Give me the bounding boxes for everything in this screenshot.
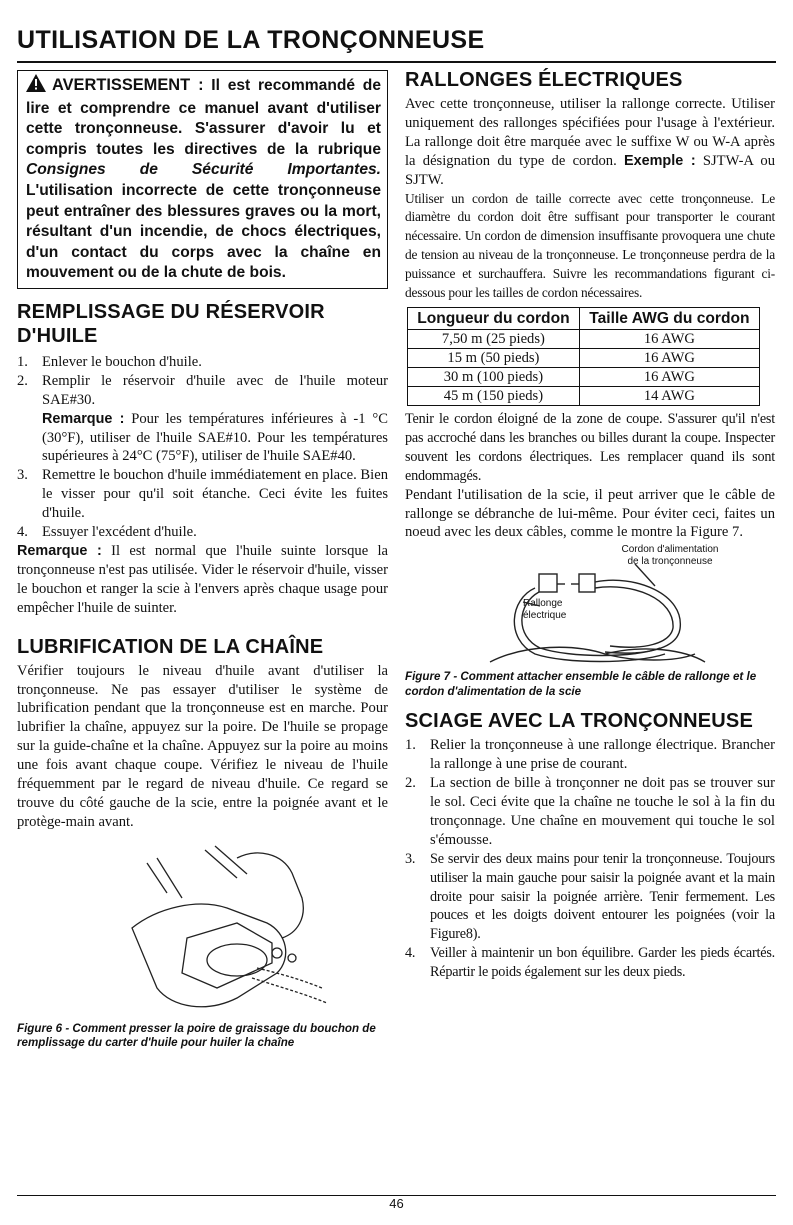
cutting-steps <box>405 736 775 982</box>
step-text: Remettre le bouchon d'huile immédiatement en place. Bien le visser pour qu'il soit étanche. Ceci évite les fuites d'huile. <box>42 467 388 522</box>
step-number: 2. <box>17 372 28 389</box>
knot-text: Pendant l'utilisation de la scie, il peut arriver que le câble de rallonge se débranche de lui-même. Pour éviter ceci, faites un noeud avec les deux câbles, comme le montre la Figure 7. <box>405 486 775 541</box>
figure-6-caption: Figure 6 - Comment presser la poire de graissage du bouchon de remplissage du carter d'huile pour huiler la chaîne <box>17 1021 376 1050</box>
page-title: UTILISATION DE LA TRONÇONNEUSE <box>17 26 485 54</box>
example-label: Exemple : <box>624 152 696 169</box>
oil-steps <box>17 353 388 542</box>
step-number: 3. <box>17 467 28 484</box>
figure-7-illustration <box>405 544 775 668</box>
table-header-length: Longueur du cordon <box>408 307 580 329</box>
table-row <box>408 348 760 367</box>
table-row <box>408 329 760 348</box>
step-number: 2. <box>405 775 416 792</box>
step-number: 3. <box>405 850 416 867</box>
extension-text <box>405 95 775 190</box>
warning-italic-text: Consignes de Sécurité Importantes. <box>26 161 381 179</box>
step-text: Essuyer l'excédent d'huile. <box>42 524 197 541</box>
step-text: Veiller à maintenir un bon équilibre. Garder les pieds écartés. Répartir le poids également sur les deux pieds. <box>430 945 775 981</box>
warning-text-continued: L'utilisation incorrecte de cette tronçonneuse peut entraîner des blessures graves ou la mort, résultant d'un incendie, de chocs électriques, d'un contact du corps avec la chaîne en mouvement ou de la chute de bois. <box>26 181 381 282</box>
remark-text: Pour les températures inférieures à -1 °C (30°F), utiliser de l'huile SAE#10. Pour les températures supérieures à 24°C (75°F), utiliser de l'huile SAE#40. <box>42 410 389 465</box>
table-row <box>408 386 760 405</box>
remark-label: Remarque : <box>42 410 125 427</box>
cord-care-text: Tenir le cordon éloigné de la zone de coupe. S'assurer qu'il n'est pas accroché dans les branches ou billes durant la coupe. Inspecter souvent les cordons électriques. Les remplacer quand ils sont endommagés. <box>405 410 775 484</box>
table-cell: 16 AWG <box>579 367 759 386</box>
figure-7-caption: Figure 7 - Comment attacher ensemble le câble de rallonge et le cordon d'alimentation de la scie <box>405 670 757 698</box>
oil-note <box>17 542 388 618</box>
list-item <box>405 850 775 945</box>
list-item <box>405 944 775 982</box>
step-number: 4. <box>17 524 28 541</box>
lubrication-heading: LUBRIFICATION DE LA CHAÎNE <box>17 635 324 658</box>
table-cell: 15 m (50 pieds) <box>408 348 580 367</box>
lubrication-text: Vérifier toujours le niveau d'huile avant d'utiliser la tronçonneuse. Ne pas essayer d'utiliser le système de lubrification pendant que la tronçonneuse est en marche. Pour lubrifier la chaîne, appuyez sur la poire. De l'huile se propage sur la guide-chaîne et la chaîne. Appuyez sur la poire au moins une fois avant chaque coupe. Vérifiez le niveau de l'huile fréquemment par le regard de niveau d'huile. Ce regard se trouve du côté gauche de la scie, entre la poignée avant et le protège-main avant. <box>17 662 388 830</box>
oil-heading: REMPLISSAGE DU RÉSERVOIR D'HUILE <box>17 300 325 347</box>
left-column <box>17 70 388 1051</box>
warning-triangle-icon <box>26 74 46 99</box>
list-item <box>405 736 775 774</box>
list-item <box>17 523 388 542</box>
extension-heading: RALLONGES ÉLECTRIQUES <box>405 69 683 91</box>
figure-6-illustration <box>87 838 337 1018</box>
list-item <box>17 353 388 372</box>
step-number: 4. <box>405 945 416 962</box>
label-line: Cordon d'alimentation <box>621 544 719 556</box>
list-item <box>17 372 388 467</box>
table-cell: 16 AWG <box>579 348 759 367</box>
cord-size-table <box>407 307 760 406</box>
step-text: La section de bille à tronçonner ne doit pas se trouver sur le sol. Ceci évite que la chaîne ne touche le sol à la fin du tronçonnage. Une chaîne en mouvement qui touche le sol s'émousse. <box>430 775 775 848</box>
example-text: SJTW-A ou SJTW. <box>405 152 776 188</box>
cutting-heading: SCIAGE AVEC LA TRONÇONNEUSE <box>405 710 754 733</box>
table-cell: 7,50 m (25 pieds) <box>408 329 580 348</box>
label-line: de la tronçonneuse <box>627 556 713 568</box>
warning-text: Il est recommandé de lire et comprendre ce manuel avant d'utiliser cette tronçonneuse. S'assurer d'avoir lu et compris toutes les directives de la rubrique <box>26 77 381 158</box>
step-text: Remplir le réservoir d'huile avec de l'huile moteur SAE#30. <box>42 372 388 408</box>
step-text: Relier la tronçonneuse à une rallonge électrique. Brancher la rallonge à une prise de courant. <box>430 737 775 773</box>
table-cell: 16 AWG <box>579 329 759 348</box>
note-label: Remarque : <box>17 543 102 559</box>
step-text: Enlever le bouchon d'huile. <box>42 353 202 370</box>
extension-paragraph: Avec cette tronçonneuse, utiliser la rallonge correcte. Utiliser uniquement des rallonges spécifiées pour l'usage à l'extérieur. La rallonge doit être marquée avec le suffixe W ou W-A après la désignation du type de cordon. <box>405 96 775 169</box>
title-divider <box>17 61 776 63</box>
table-cell: 30 m (100 pieds) <box>408 367 580 386</box>
step-number: 1. <box>405 737 416 754</box>
table-row <box>408 367 760 386</box>
page-number: 46 <box>389 1196 404 1211</box>
list-item <box>405 774 775 850</box>
warning-box <box>17 70 388 289</box>
warning-label: AVERTISSEMENT : <box>52 76 204 94</box>
table-header-awg: Taille AWG du cordon <box>579 307 759 329</box>
label-line: électrique <box>523 610 567 622</box>
extension-text-2: Utiliser un cordon de taille correcte avec cette tronçonneuse. Le diamètre du cordon doit être suffisant pour transporter le courant nécessaire. Un cordon de dimension insuffisante provoquera une chute de tension au niveau de la tronçonneuse. Le tronçonneuse perdra de la puissance et surchauffera. Suivre les recommandations figurant ci-dessous pour les tailles de cordon nécessaires. <box>405 190 775 301</box>
list-item <box>17 466 388 523</box>
table-cell: 45 m (150 pieds) <box>408 386 580 405</box>
table-cell: 14 AWG <box>579 386 759 405</box>
label-line: Rallonge <box>523 598 563 610</box>
note-text: Il est normal que l'huile suinte lorsque la tronçonneuse n'est pas utilisée. Vider le réservoir d'huile, visser le bouchon et ranger la scie à l'envers après chaque usage pour empêcher l'huile de suinter. <box>17 543 389 616</box>
step-text: Se servir des deux mains pour tenir la tronçonneuse. Toujours utiliser la main gauche pour saisir la poignée avant et la main droite pour saisir la poignée arrière. Tenir fermement. Les pouces et les doigts doivent entourer les poignées (voir la Figure8). <box>430 850 775 943</box>
step-number: 1. <box>17 353 28 370</box>
right-column <box>405 68 775 982</box>
